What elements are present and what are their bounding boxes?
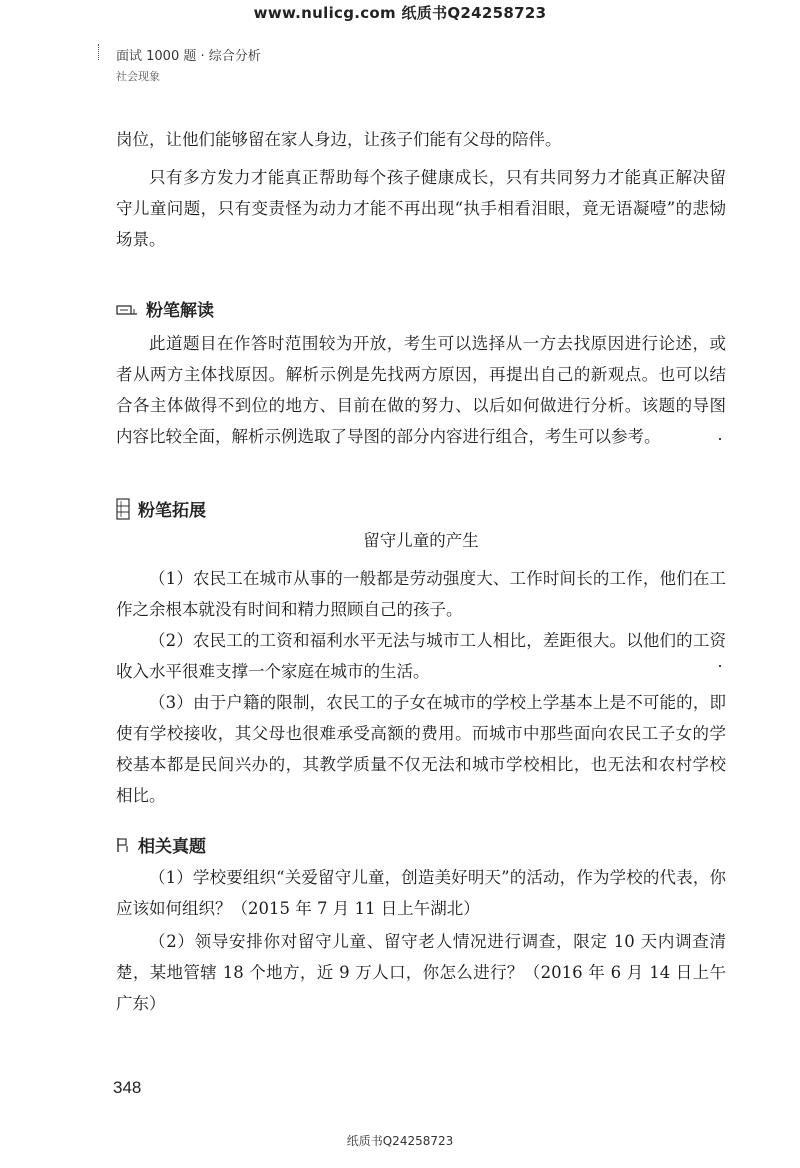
related-item: （2）领导安排你对留守儿童、留守老人情况进行调查，限定 10 天内调查清楚，某地管辖 18 个地方，近 9 万人口，你怎么进行？（2016 年 6 月 14 日上午广东） xyxy=(116,932,726,1013)
page-number: 348 xyxy=(113,1078,142,1097)
extend-item: （3）由于户籍的限制，农民工的子女在城市的学校上学基本上是不可能的，即使有学校接收，其父母也很难承受高额的费用。而城市中那些面向农民工子女的学校基本都是民间兴办的，其教学质量不仅无法和城市学校相比，也无法和农村学校相比。 xyxy=(116,693,726,805)
top-watermark: www.nulicg.com 纸质书Q24258723 xyxy=(253,4,547,22)
intro-paragraph-1: 岗位，让他们能够留在家人身边，让孩子们能有父母的陪伴。 xyxy=(116,130,562,149)
bottom-watermark: 纸质书Q24258723 xyxy=(346,1134,454,1148)
scan-speck xyxy=(719,438,721,440)
scan-speck xyxy=(719,665,721,667)
chalk-board-icon xyxy=(116,301,138,321)
section-title-extend: 粉笔拓展 xyxy=(138,501,206,521)
section-header-related xyxy=(116,832,206,858)
section-header-explain xyxy=(116,296,214,321)
extend-item: （1）农民工在城市从事的一般都是劳动强度大、工作时间长的工作，他们在工作之余根本就没有时间和精力照顾自己的孩子。 xyxy=(116,569,726,619)
book-title: 面试 1000 题 · 综合分析 xyxy=(116,49,261,64)
extend-subtitle: 留守儿童的产生 xyxy=(363,531,479,550)
book-stack-icon xyxy=(116,498,130,525)
section-header-extend xyxy=(116,496,206,525)
book-subtitle: 社会现象 xyxy=(116,70,160,83)
section-title-related: 相关真题 xyxy=(138,837,206,857)
extend-item: （2）农民工的工资和福利水平无法与城市工人相比，差距很大。以他们的工资收入水平很难支撑一个家庭在城市的生活。 xyxy=(116,631,726,681)
explain-body: 此道题目在作答时范围较为开放，考生可以选择从一方去找原因进行论述，或者从两方主体找原因。解析示例是先找两方原因，再提出自己的新观点。也可以结合各主体做得不到位的地方、目前在做的努力、以后如何做进行分析。该题的导图内容比较全面，解析示例选取了导图的部分内容进行组合，考生可以参考。 xyxy=(116,334,726,446)
flag-icon xyxy=(116,837,130,858)
section-title-explain: 粉笔解读 xyxy=(146,301,214,321)
related-item: （1）学校要组织“关爱留守儿童，创造美好明天”的活动，作为学校的代表，你应该如何组织？（2015 年 7 月 11 日上午湖北） xyxy=(116,868,726,918)
header-divider xyxy=(98,44,102,60)
intro-paragraph-2: 只有多方发力才能真正帮助每个孩子健康成长，只有共同努力才能真正解决留守儿童问题，只有变责怪为动力才能不再出现“执手相看泪眼，竟无语凝噎”的悲恸场景。 xyxy=(116,168,726,249)
